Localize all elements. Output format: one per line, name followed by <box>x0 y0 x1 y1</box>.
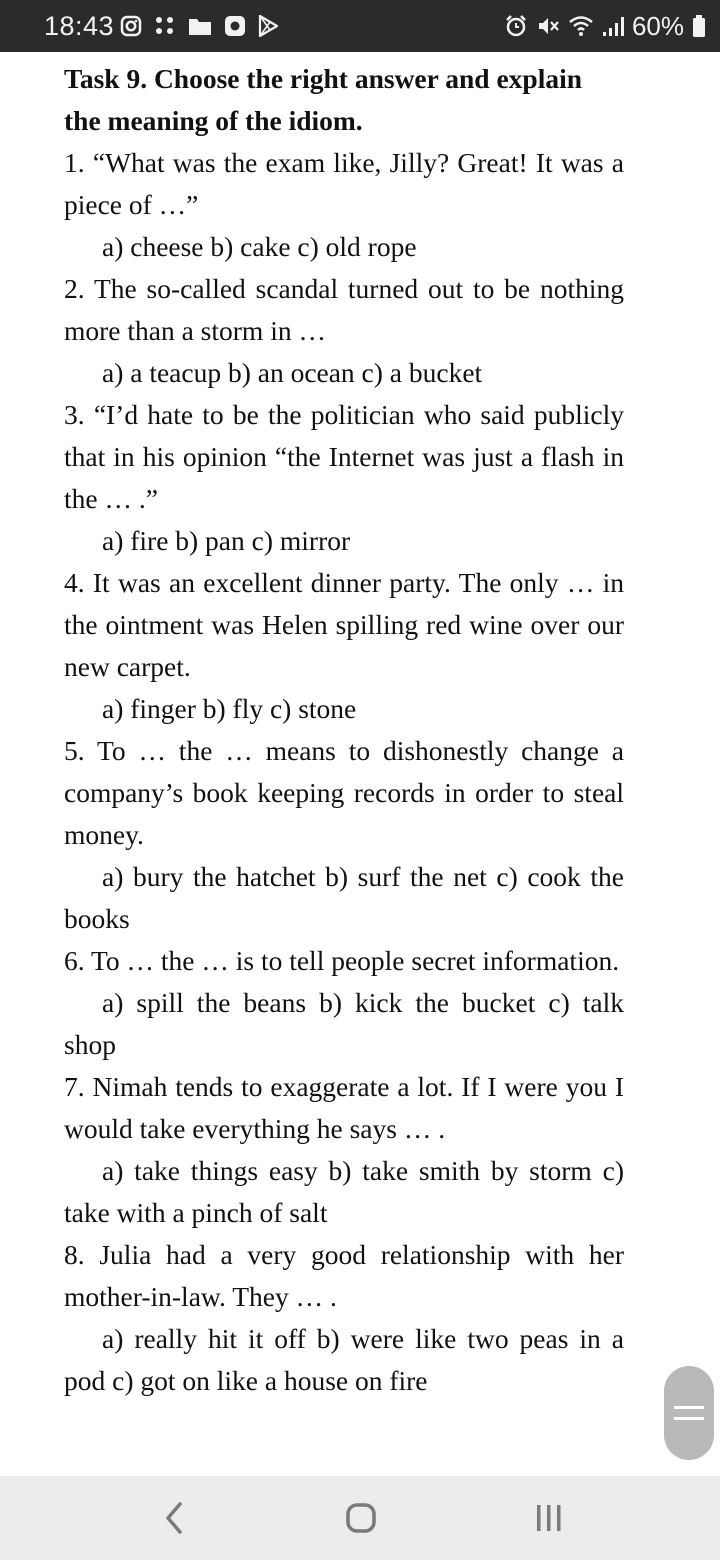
apps-grid-icon <box>154 15 176 37</box>
scroll-handle[interactable] <box>664 1366 714 1460</box>
wifi-icon <box>568 14 594 38</box>
signal-icon <box>602 14 624 38</box>
question-1: 1. “What was the exam like, Jilly? Great! It was a piece of …” <box>64 147 624 220</box>
answer-options-8: a) really hit it off b) were like two peas in a pod c) got on like a house on fire <box>64 1323 624 1396</box>
back-button[interactable] <box>152 1498 196 1538</box>
home-button[interactable] <box>339 1498 383 1538</box>
battery-level: 60% <box>631 10 684 41</box>
navigation-bar <box>0 1476 720 1560</box>
answer-options-7: a) take things easy b) take smith by storm c) take with a pinch of salt <box>64 1155 624 1228</box>
play-store-icon <box>258 15 278 37</box>
question-2: 2. The so-called scandal turned out to be nothing more than a storm in … <box>64 273 624 346</box>
question-3: 3. “I’d hate to be the politician who said publicly that in his opinion “the Internet was just a flash in the … .” <box>64 399 624 514</box>
answer-options-6: a) spill the beans b) kick the bucket c) talk shop <box>64 987 624 1060</box>
battery-icon <box>692 14 706 38</box>
mute-icon <box>536 14 560 38</box>
home-icon <box>345 1502 377 1534</box>
grip-icon <box>674 1406 704 1420</box>
back-icon <box>164 1502 184 1534</box>
question-4: 4. It was an excellent dinner party. The only … in the ointment was Helen spilling red wine over our new carpet. <box>64 567 624 682</box>
notification-icons <box>120 12 278 40</box>
system-icons <box>504 10 706 42</box>
instagram-icon <box>120 15 142 37</box>
folder-icon <box>188 15 212 37</box>
question-7: 7. Nimah tends to exaggerate a lot. If I were you I would take everything he says … . <box>64 1071 624 1144</box>
answer-options-5: a) bury the hatchet b) surf the net c) cook the books <box>64 861 624 934</box>
answer-options-1: a) cheese b) cake c) old rope <box>102 231 417 262</box>
status-time: 18:43 <box>44 11 115 41</box>
document-page <box>64 58 624 1402</box>
task-title: Task 9. Choose the right answer and explain the meaning of the idiom. <box>64 63 583 136</box>
alarm-icon <box>504 14 528 38</box>
question-8: 8. Julia had a very good relationship with her mother-in-law. They … . <box>64 1239 624 1312</box>
question-6: 6. To … the … is to tell people secret information. <box>64 945 620 976</box>
camera-app-icon <box>224 15 246 37</box>
answer-options-4: a) finger b) fly c) stone <box>102 693 357 724</box>
answer-options-2: a) a teacup b) an ocean c) a bucket <box>102 357 483 388</box>
status-bar <box>0 0 720 52</box>
recent-apps-button[interactable] <box>527 1498 571 1538</box>
question-5: 5. To … the … means to dishonestly change a company’s book keeping records in order to steal money. <box>64 735 624 850</box>
recent-apps-icon <box>534 1503 564 1533</box>
answer-options-3: a) fire b) pan c) mirror <box>102 525 351 556</box>
